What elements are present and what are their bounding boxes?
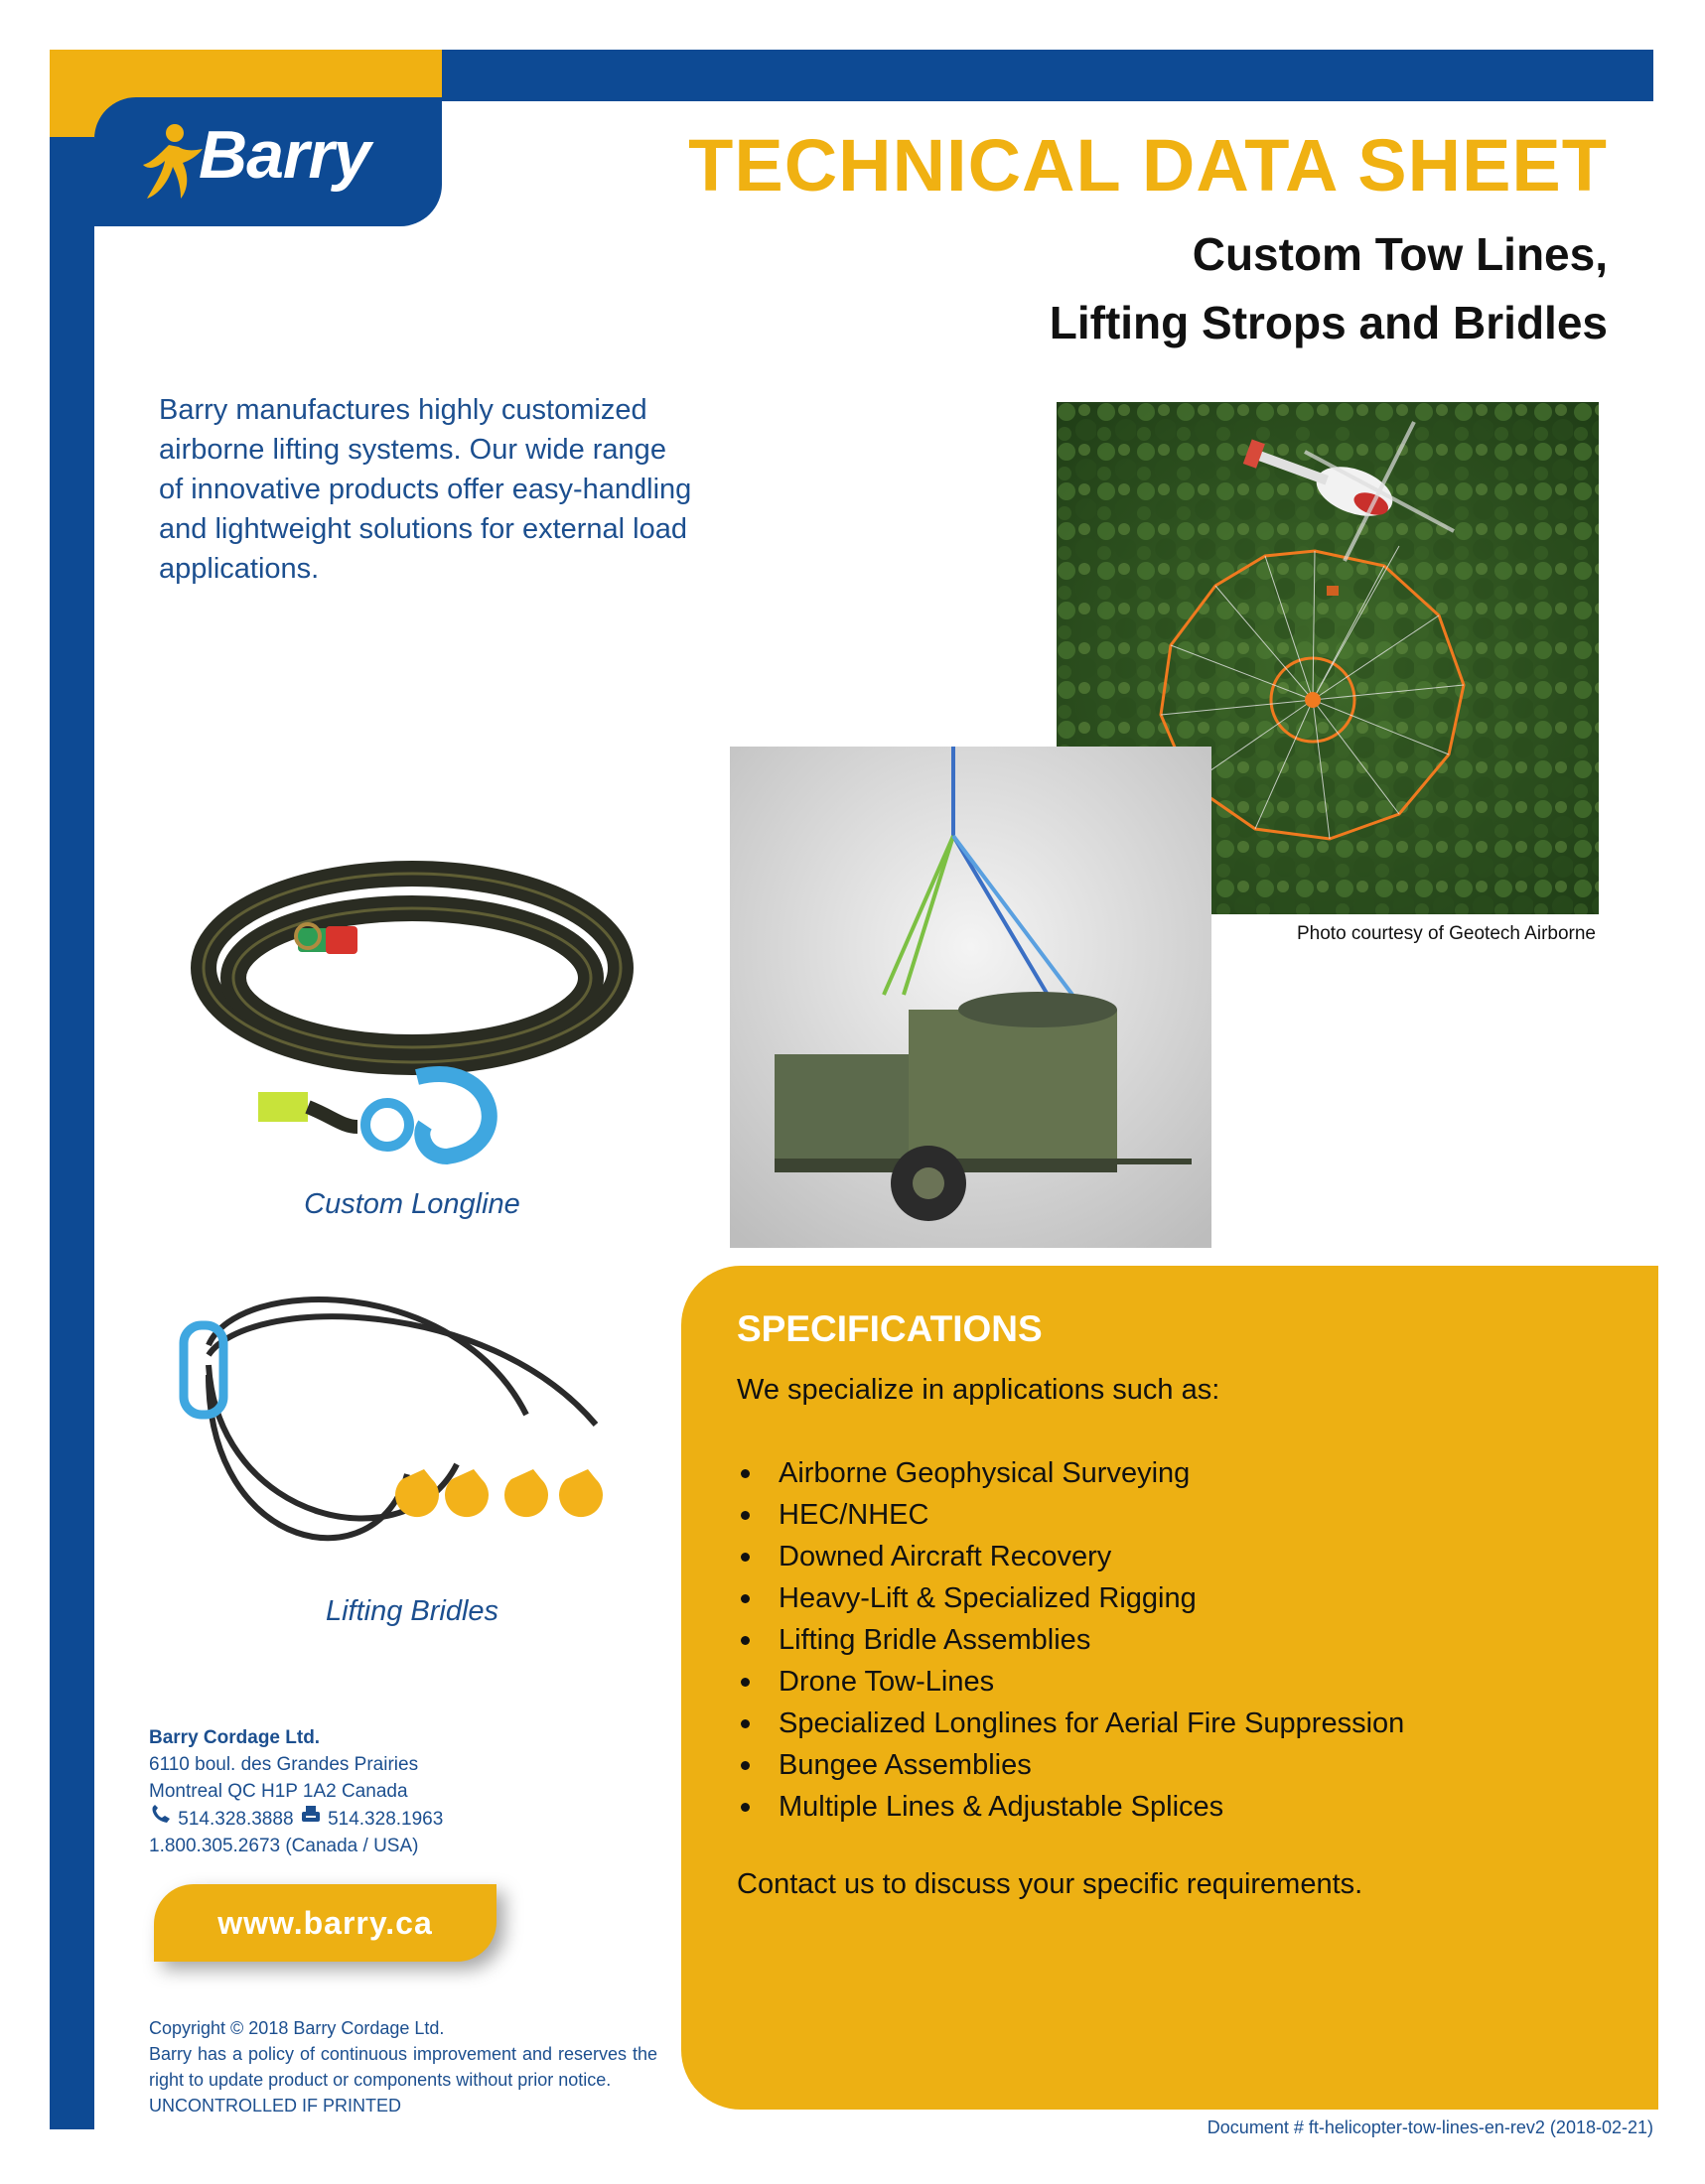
bridles-photo <box>159 1266 665 1603</box>
document-number: Document # ft-helicopter-tow-lines-en-rev2 (2018-02-21) <box>1207 2117 1653 2137</box>
company-address-2: Montreal QC H1P 1A2 Canada <box>149 1781 408 1802</box>
subtitle-line-1: Custom Tow Lines, <box>1192 228 1608 280</box>
website-link[interactable]: www.barry.ca <box>217 1905 433 1941</box>
company-address-1: 6110 boul. des Grandes Prairies <box>149 1754 419 1775</box>
phone-icon <box>149 1805 173 1833</box>
left-bar <box>50 50 94 2129</box>
longline-photo <box>159 829 665 1176</box>
list-item: Specialized Longlines for Aerial Fire Suppression <box>737 1703 1404 1744</box>
specifications-title: SPECIFICATIONS <box>737 1308 1043 1349</box>
list-item: HEC/NHEC <box>737 1494 1404 1536</box>
list-item: Multiple Lines & Adjustable Splices <box>737 1786 1404 1828</box>
company-info <box>149 1724 443 1859</box>
intro-paragraph: Barry manufactures highly customized airborne lifting systems. Our wide range of innovative products offer easy-handling and lightweight solutions for external load applications. <box>159 394 692 585</box>
list-item: Bungee Assemblies <box>737 1744 1404 1786</box>
phone-number[interactable]: 514.328.3888 <box>178 1808 294 1830</box>
list-item: Downed Aircraft Recovery <box>737 1536 1404 1577</box>
specifications-list <box>737 1452 1404 1828</box>
toll-free-number[interactable]: 1.800.305.2673 (Canada / USA) <box>149 1836 419 1856</box>
photo-credit: Photo courtesy of Geotech Airborne <box>1296 923 1596 944</box>
list-item: Airborne Geophysical Surveying <box>737 1452 1404 1494</box>
logo-text: Barry <box>199 117 370 193</box>
page-title: TECHNICAL DATA SHEET <box>688 124 1608 206</box>
list-item: Lifting Bridle Assemblies <box>737 1619 1404 1661</box>
specifications-contact: Contact us to discuss your specific requirements. <box>737 1868 1363 1900</box>
contact-numbers <box>149 1805 443 1833</box>
trailer-lift-photo <box>730 747 1211 1248</box>
copyright: Copyright © 2018 Barry Cordage Ltd. <box>149 2018 445 2038</box>
subtitle-line-2: Lifting Strops and Bridles <box>1049 297 1608 348</box>
policy-statement: Barry has a policy of continuous improvement and reserves the right to update product or components without prior notice. <box>149 2044 657 2090</box>
uncontrolled-notice: UNCONTROLLED IF PRINTED <box>149 2096 402 2116</box>
legal-notice <box>149 2015 657 2118</box>
longline-caption: Custom Longline <box>304 1188 520 1220</box>
list-item: Drone Tow-Lines <box>737 1661 1404 1703</box>
list-item: Heavy-Lift & Specialized Rigging <box>737 1577 1404 1619</box>
logo-mark-icon <box>129 119 209 208</box>
fax-icon <box>299 1805 323 1833</box>
bridles-caption: Lifting Bridles <box>325 1595 499 1627</box>
fax-number: 514.328.1963 <box>328 1808 444 1830</box>
company-name: Barry Cordage Ltd. <box>149 1727 321 1748</box>
specifications-lead: We specialize in applications such as: <box>737 1374 1220 1406</box>
